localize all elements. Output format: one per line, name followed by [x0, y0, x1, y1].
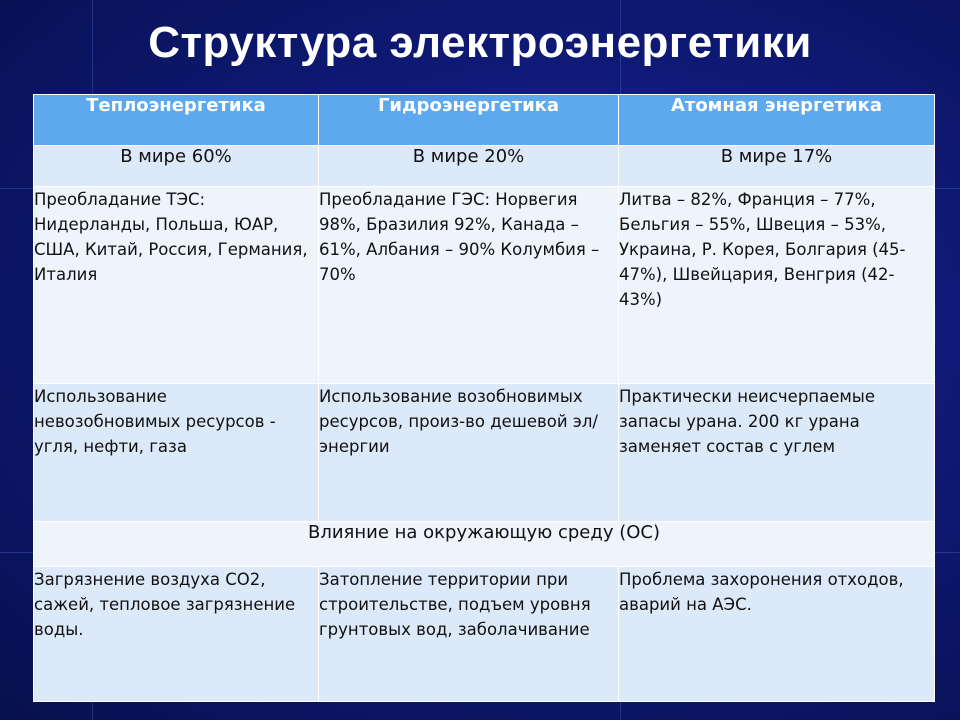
energy-structure-table [33, 94, 935, 702]
resources-row [34, 384, 935, 522]
countries-row [34, 187, 935, 384]
column-header-nuclear: Атомная энергетика [619, 95, 935, 146]
slide-title: Структура электроэнергетики [148, 18, 812, 67]
environment-row [34, 567, 935, 702]
world-share-row [34, 146, 935, 187]
world-share-thermal: В мире 60% [34, 146, 319, 187]
countries-nuclear: Литва – 82%, Франция – 77%, Бельгия – 55%, Швеция – 53%, Украина, Р. Корея, Болгария (45-47%), Швейцария, Венгрия (42-43%) [619, 187, 935, 384]
environment-thermal: Загрязнение воздуха CO2, сажей, тепловое загрязнение воды. [34, 567, 319, 702]
countries-thermal: Преобладание ТЭС: Нидерланды, Польша, ЮАР, США, Китай, Россия, Германия, Италия [34, 187, 319, 384]
resources-thermal: Использование невозобновимых ресурсов - угля, нефти, газа [34, 384, 319, 522]
header-row [34, 95, 935, 146]
environment-hydro: Затопление территории при строительстве, подъем уровня грунтовых вод, заболачивание [319, 567, 619, 702]
environment-header-row [34, 522, 935, 567]
countries-hydro: Преобладание ГЭС: Норвегия 98%, Бразилия 92%, Канада – 61%, Албания – 90% Колумбия – 70% [319, 187, 619, 384]
world-share-nuclear: В мире 17% [619, 146, 935, 187]
environment-nuclear: Проблема захоронения отходов, аварий на АЭС. [619, 567, 935, 702]
resources-nuclear: Практически неисчерпаемые запасы урана. 200 кг урана заменяет состав с углем [619, 384, 935, 522]
column-header-thermal: Теплоэнергетика [34, 95, 319, 146]
resources-hydro: Использование возобновимых ресурсов, произ-во дешевой эл/энергии [319, 384, 619, 522]
world-share-hydro: В мире 20% [319, 146, 619, 187]
column-header-hydro: Гидроэнергетика [319, 95, 619, 146]
environment-header: Влияние на окружающую среду (ОС) [34, 522, 935, 567]
